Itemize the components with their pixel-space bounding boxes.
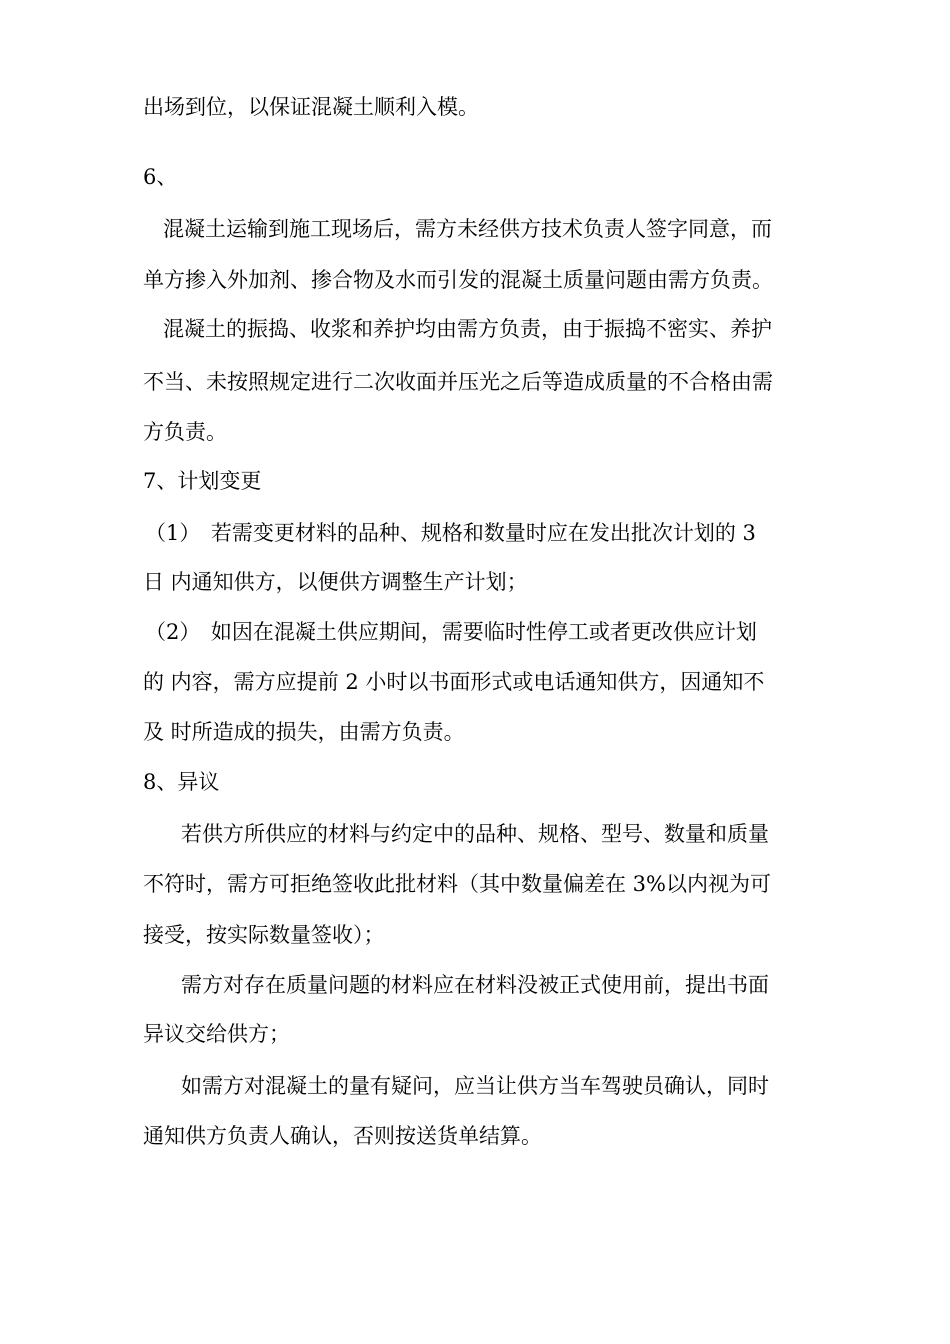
list-item-2: （2） 如因在混凝土供应期间，需要临时性停工或者更改供应计划 (145, 620, 757, 644)
paragraph-line: 出场到位，以保证混凝土顺利入模。 (143, 95, 479, 119)
list-item-1: （1） 若需变更材料的品种、规格和数量时应在发出批次计划的 3 (145, 521, 756, 545)
section-heading-8: 8、异议 (143, 770, 220, 794)
paragraph-line: 方负责。 (143, 420, 227, 444)
section-heading-7: 7、计划变更 (143, 469, 262, 493)
paragraph-line: 不当、未按照规定进行二次收面并压光之后等造成质量的不合格由需 (143, 370, 773, 394)
paragraph-line: 混凝土运输到施工现场后，需方未经供方技术负责人签字同意，而 (163, 217, 772, 241)
paragraph-line: 需方对存在质量问题的材料应在材料没被正式使用前，提出书面 (181, 973, 769, 997)
paragraph-line: 接受，按实际数量签收）； (143, 923, 385, 947)
paragraph-line: 日 内通知供方，以便供方调整生产计划； (143, 570, 528, 594)
section-heading-6: 6、 (143, 165, 178, 189)
paragraph-line: 异议交给供方； (143, 1022, 290, 1046)
paragraph-line: 及 时所造成的损失，由需方负责。 (143, 720, 465, 744)
paragraph-line: 如需方对混凝土的量有疑问，应当让供方当车驾驶员确认，同时 (181, 1074, 769, 1098)
paragraph-line: 通知供方负责人确认，否则按送货单结算。 (143, 1124, 542, 1148)
paragraph-line: 单方掺入外加剂、掺合物及水而引发的混凝土质量问题由需方负责。 (143, 268, 773, 292)
paragraph-line: 不符时，需方可拒绝签收此批材料（其中数量偏差在 3%以内视为可 (143, 872, 771, 896)
paragraph-line: 若供方所供应的材料与约定中的品种、规格、型号、数量和质量 (181, 822, 769, 846)
paragraph-line: 的 内容，需方应提前 2 小时以书面形式或电话通知供方，因通知不 (143, 670, 765, 694)
paragraph-line: 混凝土的振捣、收浆和养护均由需方负责，由于振捣不密实、养护 (163, 317, 772, 341)
